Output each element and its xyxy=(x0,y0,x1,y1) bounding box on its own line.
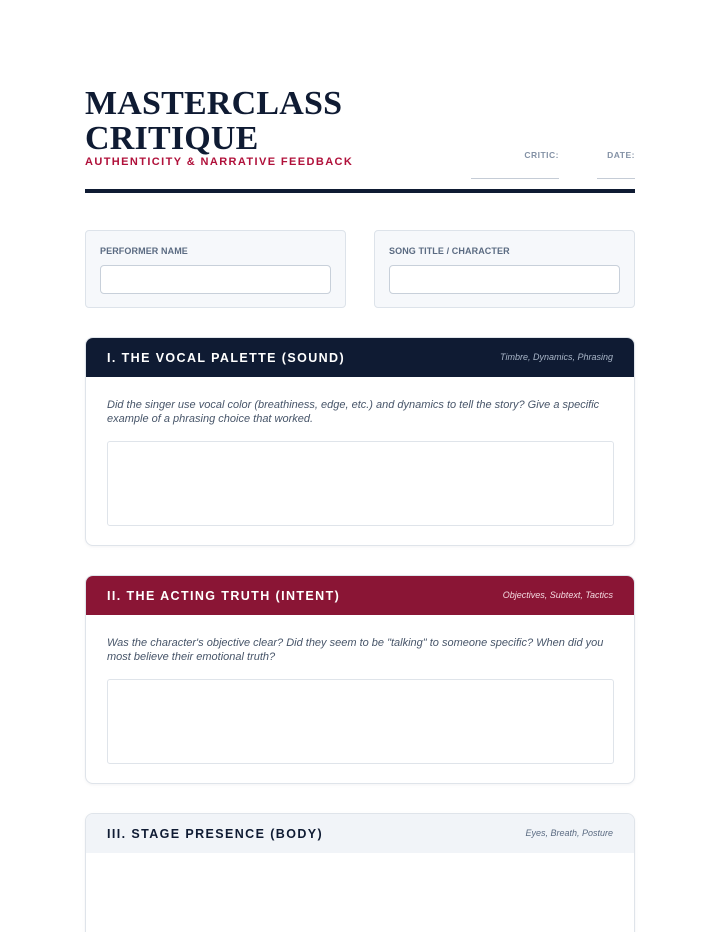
section-header xyxy=(86,576,634,615)
performer-name-input[interactable] xyxy=(100,265,331,294)
song-title-label: SONG TITLE / CHARACTER xyxy=(389,246,510,256)
header-divider xyxy=(85,189,635,193)
critic-label: CRITIC: xyxy=(524,150,559,160)
title-line-2: CRITIQUE xyxy=(85,120,259,157)
section-tags: Timbre, Dynamics, Phrasing xyxy=(500,352,613,362)
critic-input-line[interactable] xyxy=(471,171,559,179)
section-tags: Objectives, Subtext, Tactics xyxy=(502,590,613,600)
section-prompt: Was the character's objective clear? Did they seem to be "talking" to someone specific? When did you most believe their emotional truth? xyxy=(107,637,604,663)
section-stage-presence xyxy=(85,813,635,932)
song-title-box xyxy=(374,230,635,308)
section-title: I. THE VOCAL PALETTE (SOUND) xyxy=(107,351,346,365)
section-prompt: Did the singer use vocal color (breathiness, edge, etc.) and dynamics to tell the story? Give a specific example of a phrasing choice that worked. xyxy=(107,399,600,425)
performer-name-box xyxy=(85,230,346,308)
date-field[interactable] xyxy=(597,145,635,179)
page-subtitle: AUTHENTICITY & NARRATIVE FEEDBACK xyxy=(85,156,354,168)
section-title: II. THE ACTING TRUTH (INTENT) xyxy=(107,589,341,603)
section-tags: Eyes, Breath, Posture xyxy=(525,828,613,838)
title-line-1: MASTERCLASS xyxy=(85,85,343,122)
performer-name-label: PERFORMER NAME xyxy=(100,246,188,256)
section-header xyxy=(86,338,634,377)
critique-form xyxy=(85,0,635,932)
vocal-palette-answer-area[interactable] xyxy=(107,441,614,526)
section-title: III. STAGE PRESENCE (BODY) xyxy=(107,827,324,841)
section-header xyxy=(86,814,634,853)
date-input-line[interactable] xyxy=(597,171,635,179)
section-acting-truth xyxy=(85,575,635,784)
section-vocal-palette xyxy=(85,337,635,546)
page-title xyxy=(85,86,385,156)
date-label: DATE: xyxy=(607,150,635,160)
critic-field[interactable] xyxy=(471,145,559,179)
acting-truth-answer-area[interactable] xyxy=(107,679,614,764)
song-title-input[interactable] xyxy=(389,265,620,294)
